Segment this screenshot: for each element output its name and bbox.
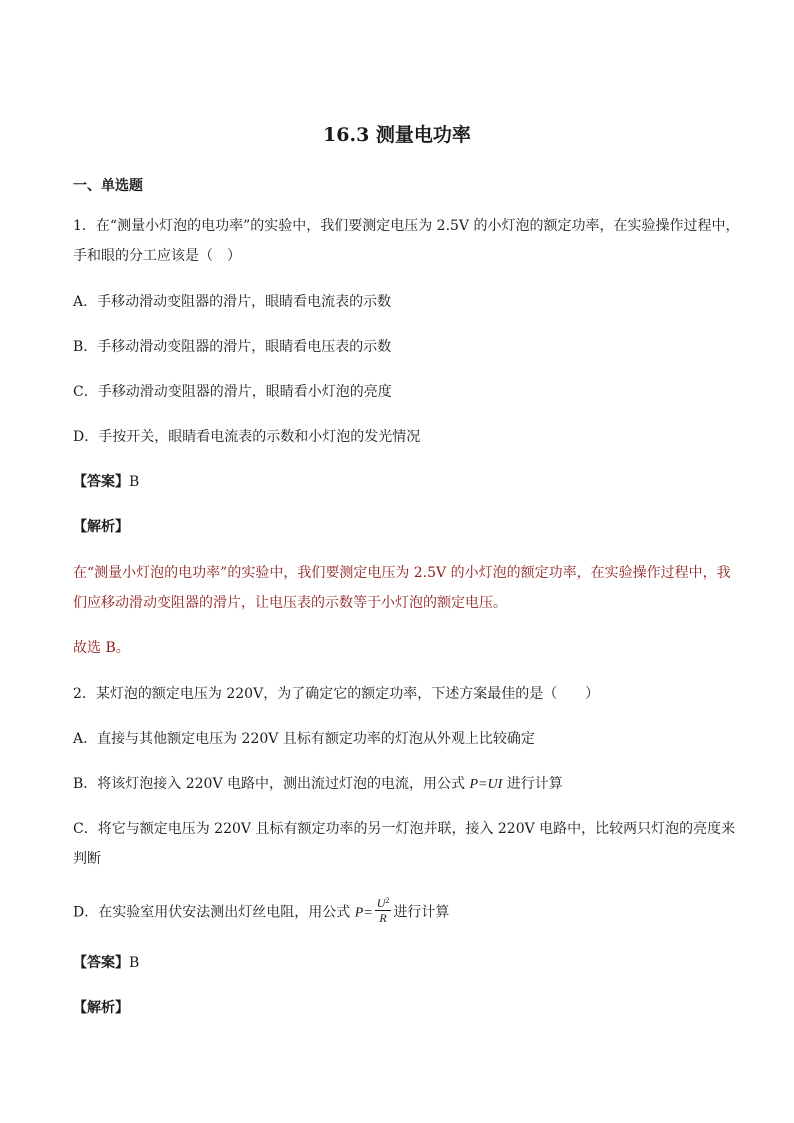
- section-heading: 一、单选题: [73, 178, 143, 194]
- q1-stem-line2: 手和眼的分工应该是（ ）: [73, 248, 241, 264]
- q2-analysis-label: 【解析】: [73, 1000, 129, 1016]
- q2-answer-value: B: [129, 955, 140, 971]
- q1-option-c: C．手移动滑动变阻器的滑片，眼睛看小灯泡的亮度: [73, 384, 392, 400]
- q2-answer-label: 【答案】: [73, 955, 129, 971]
- fraction-numerator: $U^2$: [376, 896, 390, 910]
- q2-option-d-fraction: [375, 896, 392, 925]
- q1-option-a: A．手移动滑动变阻器的滑片，眼睛看电流表的示数: [73, 294, 392, 310]
- q2-option-c-line2: 判断: [73, 851, 101, 867]
- q2-option-a: A．直接与其他额定电压为 220V 且标有额定功率的灯泡从外观上比较确定: [73, 731, 535, 747]
- q2-option-d-text-end: 进行计算: [393, 904, 450, 921]
- q1-stem-line1: 1．在“测量小灯泡的电功率”的实验中，我们要测定电压为 2.5V 的小灯泡的额定功率，在实验操作过程中，: [73, 218, 740, 234]
- q1-option-b: B．手移动滑动变阻器的滑片，眼睛看电压表的示数: [73, 339, 392, 355]
- q2-option-b-formula: P=UI: [469, 777, 503, 792]
- q2-option-d: [73, 898, 449, 927]
- q1-answer-label: 【答案】: [73, 474, 129, 490]
- q1-analysis-label: 【解析】: [73, 519, 129, 535]
- q1-answer-value: B: [129, 474, 140, 490]
- q2-option-b-text-end: 进行计算: [502, 776, 563, 792]
- fraction-denominator: R: [379, 911, 387, 925]
- q1-analysis-line2: 们应移动滑动变阻器的滑片，让电压表的示数等于小灯泡的额定电压。: [73, 595, 507, 611]
- q2-answer: [73, 953, 139, 973]
- q1-option-d: D．手按开关，眼睛看电流表的示数和小灯泡的发光情况: [73, 429, 421, 445]
- q2-option-c-line1: C．将它与额定电压为 220V 且标有额定功率的另一灯泡并联，接入 220V 电路中，比较两只灯泡的亮度来: [73, 821, 736, 837]
- q1-conclusion: 故选 B。: [73, 640, 130, 656]
- q2-option-b: [73, 774, 563, 795]
- q2-option-d-text: D．在实验室用伏安法测出灯丝电阻，用公式: [73, 904, 355, 921]
- q1-answer: [73, 472, 139, 492]
- q2-stem: 2．某灯泡的额定电压为 220V，为了确定它的额定功率，下述方案最佳的是（ ）: [73, 686, 600, 702]
- q1-analysis-line1: 在“测量小灯泡的电功率”的实验中，我们要测定电压为 2.5V 的小灯泡的额定功率，在实验操作过程中，我: [73, 565, 731, 581]
- q2-option-d-formula-lhs: P=: [354, 905, 373, 921]
- page-title: 16.3 测量电功率: [323, 124, 471, 146]
- q2-option-b-text: B．将该灯泡接入 220V 电路中，测出流过灯泡的电流，用公式: [73, 776, 470, 792]
